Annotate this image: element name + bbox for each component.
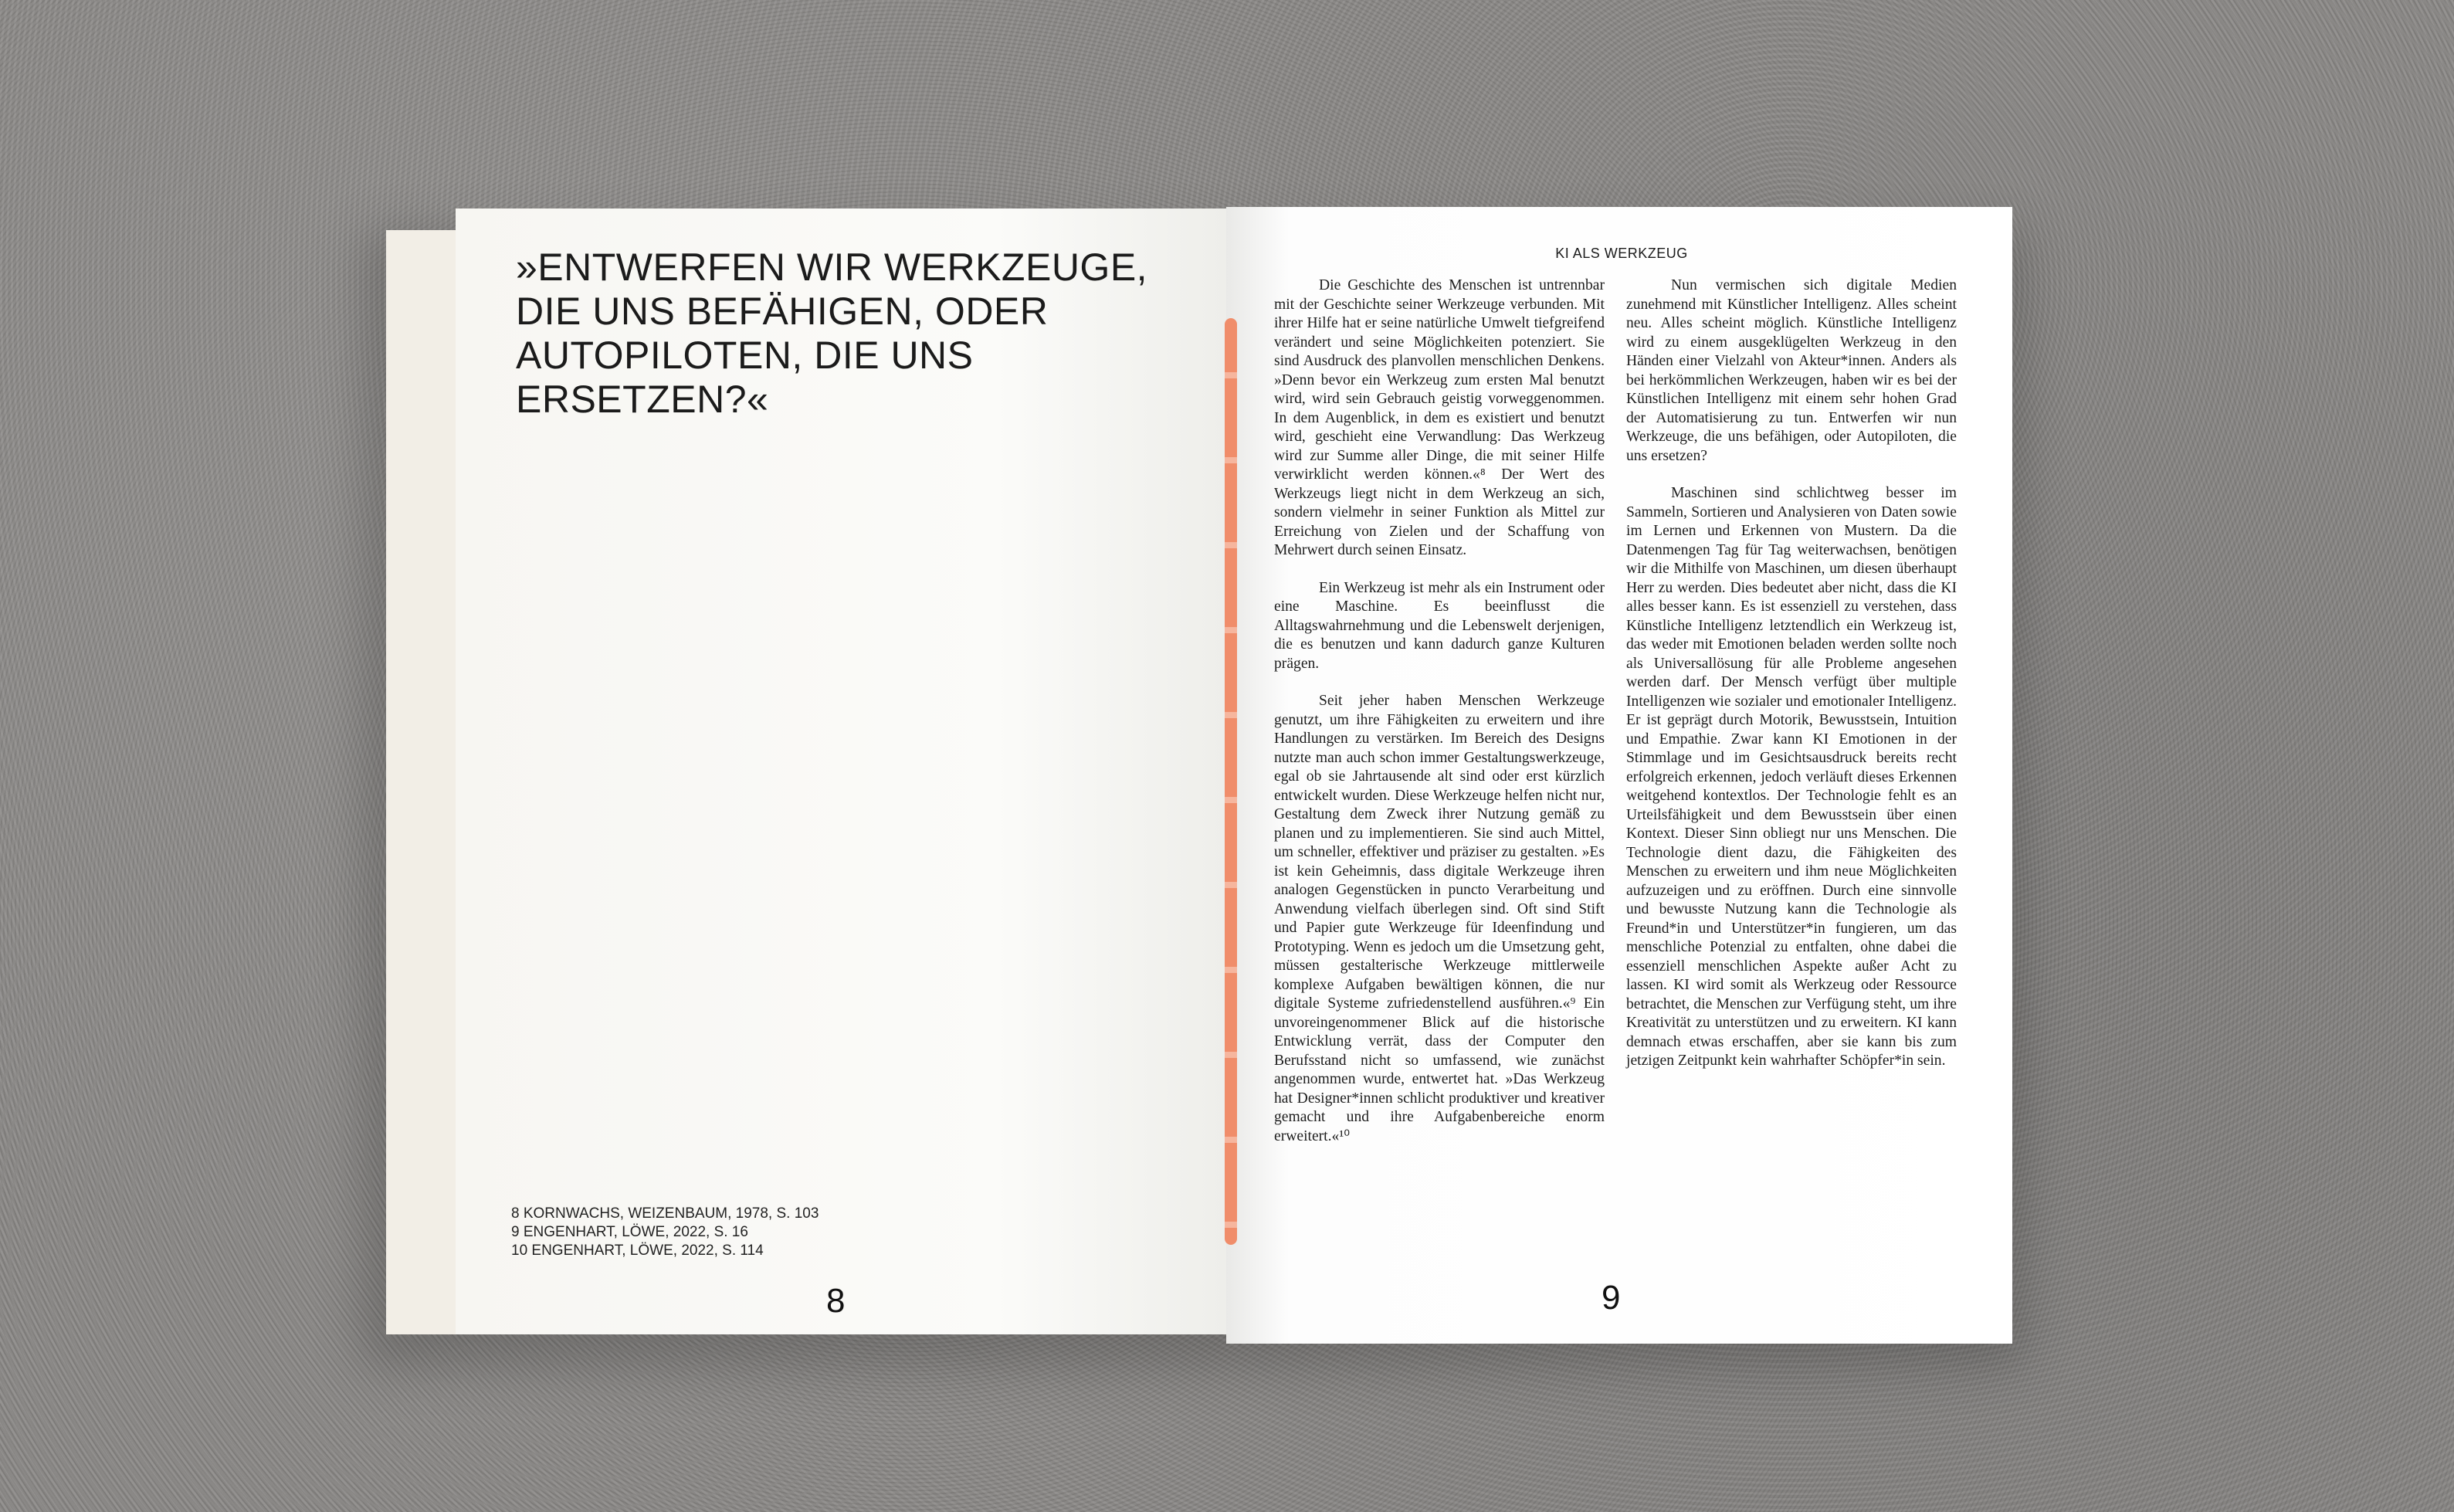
paragraph: Seit jeher haben Menschen Werkzeuge genutzt, um ihre Fähigkeiten zu erweitern und ihre Handlungen zu verstärken. Im Bereich des Designs nutzte man auch schon immer Gestaltungswerkzeuge, egal ob sie Jahrtausende alt sind oder erst kürzlich entwickelt wurden. Diese Werkzeuge helfen nicht nur, Gestaltung dem Zweck ihrer Nutzung gemäß zu planen und zu implementieren. Sie sind auch Mittel, um schneller, effektiver und präziser zu gestalten. »Es ist kein Geheimnis, dass digitale Werkzeuge ihren analogen Gegenstücken in puncto Verarbeitung und Anwendung vielfach überlegen sind. Oft sind Stift und Papier gute Werkzeuge für Ideenfindung und Prototyping. Wenn es jedoch um die Umsetzung geht, müssen gestalterische Werkzeuge mittlerweile komplexe Aufgaben bewältigen können, die nur digitale Systeme zufriedenstellend ausführen.«⁹ Ein unvoreingenommener Blick auf die historische Entwicklung verrät, dass der Computer den Berufsstand nicht so umfassend, wie zunächst angenommen wurde, entwertet hat. »Das Werkzeug hat Designer*innen schlicht produktiver und kreativer gemacht und ihre Aufgabenbereiche enorm erweitert.«¹⁰ xyxy=(1274,693,1605,1144)
footnote: 9 ENGENHART, LÖWE, 2022, S. 16 xyxy=(511,1224,748,1240)
page-number-right: 9 xyxy=(1602,1279,1621,1317)
paragraph: Die Geschichte des Menschen ist untrennbar mit der Geschichte seiner Werkzeuge verbunden. Mit ihrer Hilfe hat er seine natürliche Umwelt tiefgreifend verändert und seine Möglichkeiten potenziert. Sie sind Ausdruck des planvollen menschlichen Denkens. »Denn bevor ein Werkzeug zum ersten Mal benutzt wird, wird sein Gebrauch geistig vorweggenommen. In dem Augenblick, in dem es existiert und benutzt wird, geschieht eine Verwandlung: Das Werkzeug wird zur Summe aller Dinge, die mit seiner Hilfe verwirklicht werden können.«⁸ Der Wert des Werkzeugs liegt nicht in dem Werkzeug an sich, sondern vielmehr in seiner Funktion als Mittel zur Erreichung von Zielen und der Schaffung von Mehrwert durch seinen Einsatz. xyxy=(1274,277,1605,558)
paragraph: Maschinen sind schlichtweg besser im Sammeln, Sortieren und Analysieren von Daten sowie im Lernen und Erkennen von Mustern. Da die Datenmengen Tag für Tag weiterwachsen, benötigen wir die Mithilfe von Maschinen, um diesen überhaupt Herr zu werden. Dies bedeutet aber nicht, dass die KI alles besser kann. Es ist essenziell zu verstehen, dass Künstliche Intelligenz letztendlich ein Werkzeug ist, das weder mit Emotionen beladen werden sollte noch als Universallösung für alle Probleme angesehen werden darf. Der Mensch verfügt über multiple Intelligenzen wie sozialer und emotionaler Intelligenz. Er ist geprägt durch Motorik, Bewusstsein, Intuition und Empathie. Zwar kann KI Emotionen in der Stimmlage und im Gesichtsausdruck bereits recht erfolgreich erkennen, jedoch verläuft dieses Erkennen weitgehend kontextlos. Der Technologie fehlt es an Urteilsfähigkeit und dem Bewusstsein über einen Kontext. Dieser Sinn obliegt nur uns Menschen. Die Technologie dient dazu, die Fähigkeiten des Menschen zu erweitern und ihm neue Möglichkeiten aufzuzeigen und zu eröffnen. Durch eine sinnvolle und bewusste Nutzung kann die Technologie als Freund*in und Unterstützer*in fungieren, um das menschliche Potenzial zu entfalten, ohne dabei die essenziell menschlichen Aspekte außer Acht zu lassen. KI wird somit als Werkzeug oder Ressource betrachtet, die Menschen zur Verfügung steht, um ihre Kreativität zu unterstützen und zu erweitern. KI kann demnach etwas erschaffen, aber sie kann bis zum jetzigen Zeitpunkt kein wahrhafter Schöpfer*in sein. xyxy=(1626,485,1957,1069)
paragraph: Nun vermischen sich digitale Medien zunehmend mit Künstlicher Intelligenz. Alles scheint neu. Alles scheint möglich. Künstliche Intelligenz wird zu einem ausgeklügelten Werkzeug in den Händen einer Vielzahl von Akteur*innen. Anders als bei herkömmlichen Werkzeugen, haben wir es bei der Künstlichen Intelligenz mit einem sehr hohen Grad der Automatisierung zu tun. Entwerfen wir nun Werkzeuge, die uns befähigen, oder Autopiloten, die uns ersetzen? xyxy=(1626,277,1957,464)
footnote: 8 KORNWACHS, WEIZENBAUM, 1978, S. 103 xyxy=(511,1205,819,1222)
footnote: 10 ENGENHART, LÖWE, 2022, S. 114 xyxy=(511,1242,764,1259)
headline-quote: »ENTWERFEN WIR WERKZEUGE, DIE UNS BEFÄHIGEN, ODER AUTOPILOTEN, DIE UNS ERSETZEN?« xyxy=(516,246,1148,421)
text-column-2 xyxy=(1626,276,1957,1090)
paragraph: Ein Werkzeug ist mehr als ein Instrument oder eine Maschine. Es beeinflusst die Alltagswahrnehmung und die Lebenswelt derjenigen, die es benutzen und kann dadurch ganze Kulturen prägen. xyxy=(1274,579,1605,672)
running-head: KI ALS WERKZEUG xyxy=(1555,246,1688,261)
footnotes xyxy=(511,1205,1052,1260)
binding-thread xyxy=(1225,318,1237,1245)
text-column-1 xyxy=(1274,276,1605,1165)
page-number-left: 8 xyxy=(826,1282,846,1320)
